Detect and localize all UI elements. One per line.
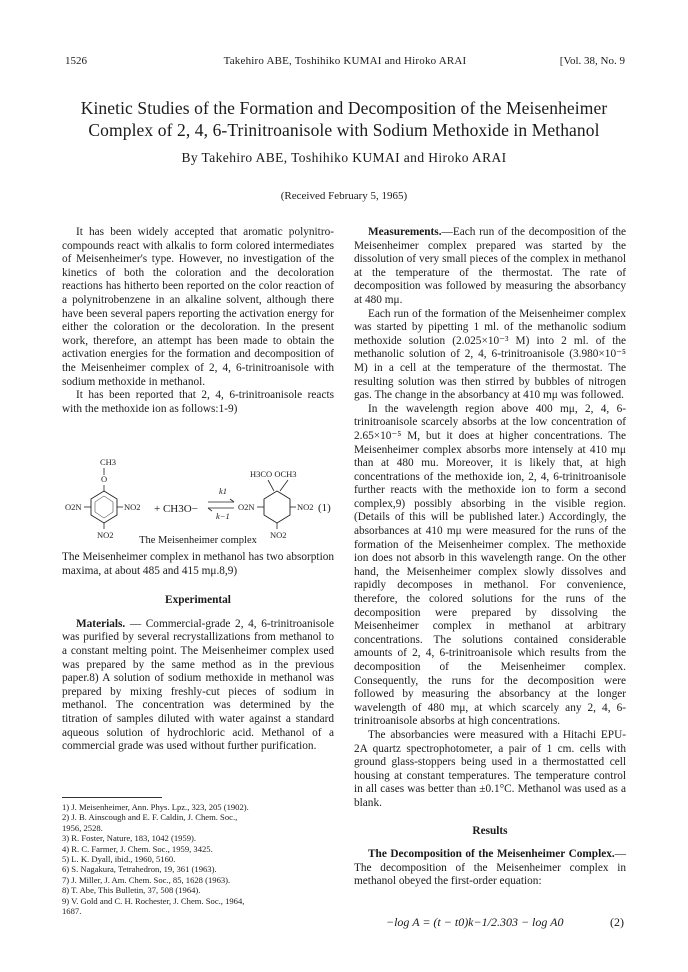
page-number: 1526: [65, 55, 87, 67]
instrument-paragraph: The absorbancies were measured with a Hitachi EPU-2A quartz spectrophotometer, a pair of 1 cm. cells with ground glass-stoppers being used in a thermostatted cell housing at constant temperatures. The temperature control in all cases was better than ±0.1°C. Methanol was used as a blank.: [354, 728, 626, 809]
footnote-2: 2) J. B. Ainscough and E. F. Caldin, J. Chem. Soc.,: [62, 812, 238, 823]
equation-2-expression: −log A = (t − t0)k−1/2.303 − log A0: [386, 915, 564, 929]
footnote-8: 8) T. Abe, This Bulletin, 37, 508 (1964).: [62, 885, 201, 896]
volume-info: [Vol. 38, No. 9: [559, 55, 625, 67]
equation-1-number: (1): [318, 502, 331, 514]
measurements-label: Measurements.: [368, 226, 442, 238]
right-column: [354, 226, 626, 889]
title-line-2: Complex of 2, 4, 6-Trinitroanisole with Sodium Methoxide in Methanol: [88, 120, 600, 140]
reaction-intro-paragraph: It has been reported that 2, 4, 6-trinitroanisole reacts with the methoxide ion as follows:1-9): [62, 389, 334, 415]
k-reverse-label: k−1: [216, 511, 230, 521]
materials-paragraph: [62, 618, 334, 754]
materials-text: — Commercial-grade 2, 4, 6-trinitroanisole was purified by several recrystallizations from methanol to a constant melting point. The Meisenheimer complex used was prepared by the same method as in the previous paper.8) A solution of sodium methoxide in methanol was prepared by mixing freshly-cut pieces of sodium in methanol. The concentration was determined by the titration of samples diluted with water against a standard aqueous solution of hydrochloric acid. Methanol of a commercial grade was used without further purification.: [62, 617, 334, 753]
running-head-authors: Takehiro ABE, Toshihiko KUMAI and Hiroko ARAI: [223, 55, 467, 67]
footnote-rule: [62, 797, 162, 798]
measurements-paragraph: [354, 226, 626, 308]
scheme-right-no2-a: O2N: [238, 502, 255, 512]
k-forward-label: k1: [219, 486, 228, 496]
scheme-oxygen-label: O: [101, 474, 108, 484]
right-benzene-ring: [264, 491, 290, 523]
wavelength-paragraph: In the wavelength region above 400 mμ, 2, 4, 6-trinitroanisole scarcely absorbs at the low concentration of 2.65×10⁻⁵ M, but it does at higher concentrations. The Meisenheimer complex absorbs more intensely at 410 mμ than at 480 mu. Moreover, it is likely that, at high concentrations of the methoxide ion, 2, 4, 6-trinitroanisole further reacts with the methoxide ion to form a second complex,9) possibly absorbing in the visible region. (Details of this will be published later.) Accordingly, the absorbances at 410 mμ were measured for the runs of the formation of the Meisenheimer complex. The methoxide ion does not absorb in this wavelength range. On the other hand, the Meisenheimer complex slowly dissolves and rapidly decomposes in methanol. For convenience, therefore, the colored solutions for the runs of the decomposition were prepared by dissolving the Meisenheimer complex in methanol at arbitrary concentrations. The solutions contained considerable amounts of 2, 4, 6-trinitroanisole which results from the decomposition of the Meisenheimer complex. Consequently, the runs for the decomposition were followed by measuring the absorbancy at the longer wavelength of 480 mμ, at which scarcely any 2, 4, 6-trinitroanisole absorbs at high concentrations.: [354, 402, 626, 728]
measurements-text: —Each run of the decomposition of the Meisenheimer complex prepared was started by the dissolution of very small pieces of the complex in methanol at the temperature of the thermostat. The rate of decomposition was followed by measuring the absorbancy at 480 mμ.: [354, 226, 626, 306]
footnote-9-cont: 1687.: [62, 906, 82, 917]
footnote-6: 6) S. Nagakura, Tetrahedron, 19, 361 (1963).: [62, 864, 217, 875]
title-line-1: Kinetic Studies of the Formation and Decomposition of the Meisenheimer: [80, 98, 608, 118]
footnote-5: 5) L. K. Dyall, ibid., 1960, 5160.: [62, 854, 176, 865]
left-column-lower: [62, 551, 334, 754]
scheme-methyl-label: CH3: [100, 457, 117, 467]
byline: By Takehiro ABE, Toshihiko KUMAI and Hiroko ARAI: [181, 150, 507, 165]
footnote-9: 9) V. Gold and C. H. Rochester, J. Chem. Soc., 1964,: [62, 895, 245, 906]
experimental-heading: Experimental: [165, 594, 231, 607]
scheme-methoxy-label: H3CO OCH3: [250, 469, 297, 479]
scheme-left-no2-c: NO2: [97, 530, 114, 540]
footnote-7: 7) J. Miller, J. Am. Chem. Soc., 85, 1628 (1963).: [62, 874, 231, 885]
formation-run-paragraph: Each run of the formation of the Meisenheimer complex was started by pipetting 1 ml. of the methanolic sodium methoxide solution (2.025×10⁻³ M) into 2 ml. of the methanolic solution of 2, 4, 6-trinitroanisole (3.980×10⁻⁵ M) in a cell at the temperature of the thermostat. The resulting solution was then stirred by bubbles of nitrogen gas. The change in the absorbancy at 410 mμ was followed.: [354, 307, 626, 402]
footnote-2-cont: 1956, 2528.: [62, 822, 103, 833]
equation-2-number: (2): [610, 915, 624, 929]
scheme-right-no2-b: NO2: [297, 502, 314, 512]
decomposition-label: The Decomposition of the Meisenheimer Complex.: [368, 848, 615, 861]
article-title: [60, 97, 628, 141]
intro-paragraph: It has been widely accepted that aromatic polynitro-compounds react with alkalis to form colored intermediates of Meisenheimer's type. However, no investigation of the kinetics of both the coloration and the decoloration reactions has hitherto been reported on the color reaction of a polynitrobenzene in an alkaline solvent, although there have been several papers reporting the activation energy for either the coloration or the decoloration. In the present work, therefore, an attempt has been made to obtain the activation energies for the formation and decomposition of the Meisenheimer complex of 2, 4, 6-trinitroanisole with sodium methoxide in methanol.: [62, 226, 334, 388]
scheme-right-no2-c: NO2: [270, 530, 287, 540]
running-head: [65, 55, 625, 71]
decomposition-paragraph: [354, 848, 626, 889]
scheme-left-no2-a: O2N: [65, 502, 82, 512]
footnote-3: 3) R. Foster, Nature, 183, 1042 (1959).: [62, 833, 197, 844]
results-heading: Results: [472, 824, 508, 837]
footnote-4: 4) R. C. Farmer, J. Chem. Soc., 1959, 3425.: [62, 843, 213, 854]
footnote-1: 1) J. Meisenheimer, Ann. Phys. Lpz., 323, 205 (1902).: [62, 802, 249, 812]
scheme-reagent: + CH3O−: [154, 503, 198, 515]
left-column-upper: [62, 226, 334, 416]
materials-label: Materials.: [76, 617, 126, 630]
scheme-left-no2-b: NO2: [124, 502, 141, 512]
decomposition-text: —The decomposition of the Meisenheimer complex in methanol obeyed the first-order equation:: [354, 848, 626, 888]
received-date: (Received February 5, 1965): [280, 190, 408, 202]
absorption-paragraph: The Meisenheimer complex in methanol has two absorption maxima, at about 485 and 415 mμ.8,9): [62, 551, 334, 577]
scheme-caption: The Meisenheimer complex: [139, 535, 257, 546]
footnotes: [62, 797, 334, 916]
